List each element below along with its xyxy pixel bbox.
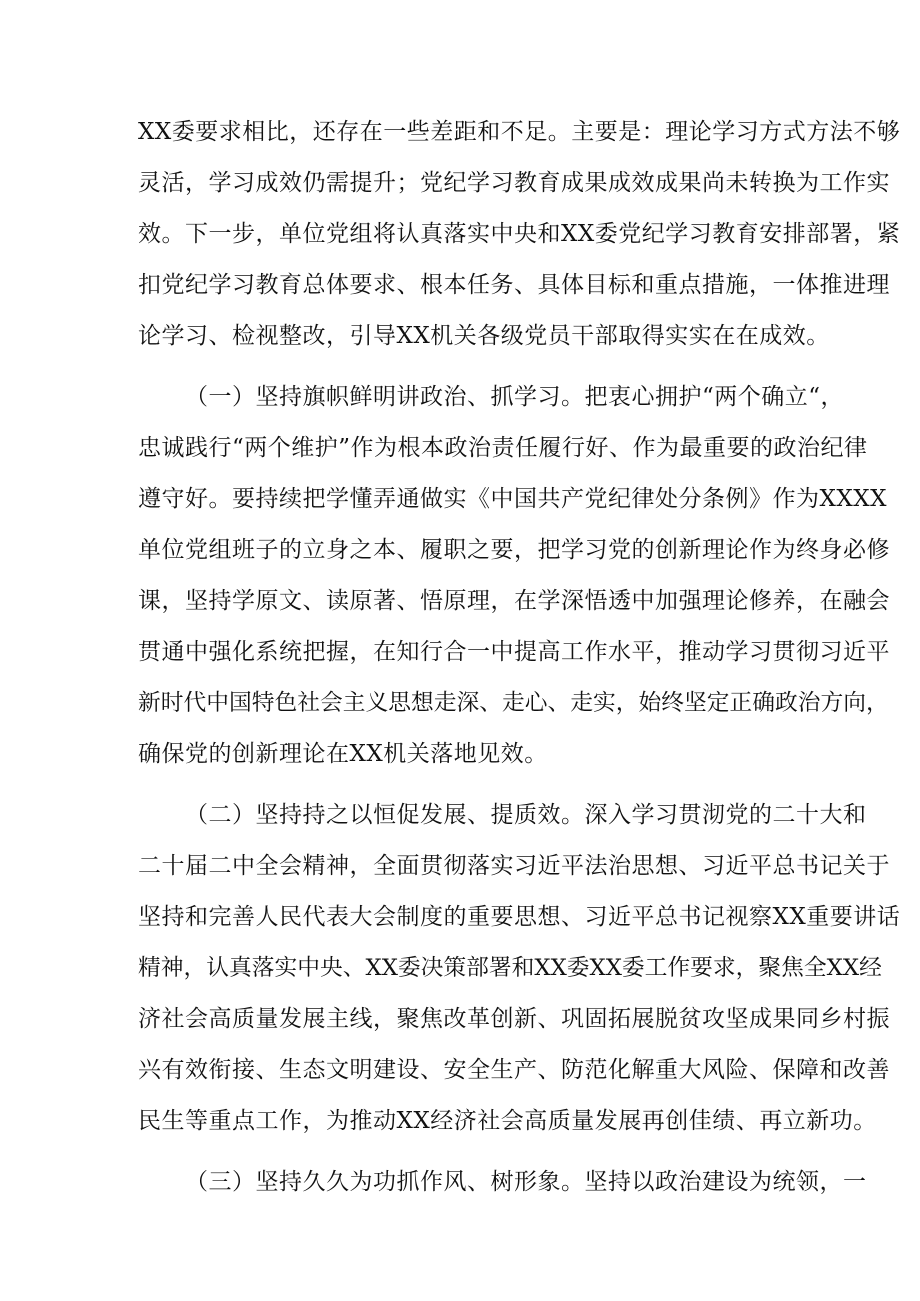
text-line: 济社会高质量发展主线，聚焦改革创新、巩固拓展脱贫攻坚成果同乡村振 [138, 1006, 890, 1032]
text-line: 坚持和完善人民代表大会制度的重要思想、习近平总书记视察XX重要讲话 [138, 904, 901, 930]
text-line: XX委要求相比，还存在一些差距和不足。主要是：理论学习方式方法不够 [138, 119, 901, 145]
text-line: 兴有效衔接、生态文明建设、安全生产、防范化解重大风险、保障和改善 [138, 1057, 890, 1083]
text-line: 精神，认真落实中央、XX委决策部署和XX委XX委工作要求，聚焦全XX经 [138, 955, 882, 981]
text-line: 二十届二中全会精神，全面贯彻落实习近平法治思想、习近平总书记关于 [138, 853, 890, 879]
section-heading-line: （三）坚持久久为功抓作风、树形象。坚持以政治建设为统领，一 [185, 1169, 867, 1195]
text-line: 贯通中强化系统把握，在知行合一中提高工作水平，推动学习贯彻习近平 [138, 639, 890, 665]
text-line: 确保党的创新理论在XX机关落地见效。 [138, 741, 548, 767]
text-line: 课，坚持学原文、读原著、悟原理，在学深悟透中加强理论修养，在融会 [138, 588, 890, 614]
text-line: 论学习、检视整改，引导XX机关各级党员干部取得实实在在成效。 [138, 323, 830, 349]
text-line: 扣党纪学习教育总体要求、根本任务、具体目标和重点措施，一体推进理 [138, 272, 890, 298]
text-line: 灵活，学习成效仍需提升；党纪学习教育成果成效成果尚未转换为工作实 [138, 170, 890, 196]
section-heading-line: （二）坚持持之以恒促发展、提质效。深入学习贯沏党的二十大和 [185, 802, 867, 828]
text-line: 单位党组班子的立身之本、履职之要，把学习党的创新理论作为终身必修 [138, 537, 890, 563]
section-heading-line: （一）坚持旗帜鲜明讲政治、抓学习。把衷心拥护“两个确立“， [185, 384, 845, 410]
text-line: 效。下一步，单位党组将认真落实中央和XX委党纪学习教育安排部署，紧 [138, 221, 901, 247]
text-line: 新时代中国特色社会主义思想走深、走心、走实，始终坚定正确政治方向， [138, 690, 889, 716]
text-line: 民生等重点工作，为推动XX经济社会高质量发展再创佳绩、再立新功。 [138, 1108, 877, 1134]
text-line: 忠诚践行“两个维护”作为根本政治责任履行好、作为最重要的政治纪律 [138, 435, 868, 461]
text-line: 遵守好。要持续把学懂弄通做实《中国共产党纪律处分条例》作为XXXX [138, 486, 887, 512]
